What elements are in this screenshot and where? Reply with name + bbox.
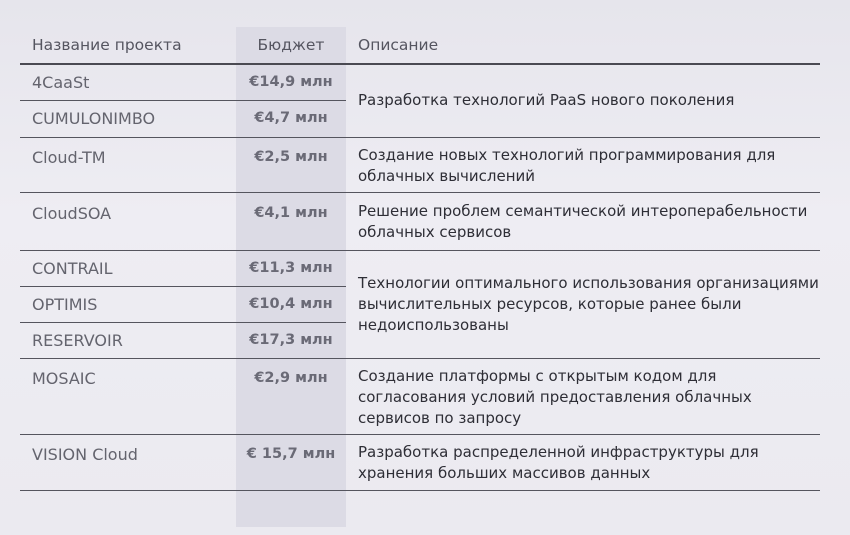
project-budget: €4,7 млн — [236, 100, 346, 137]
project-name: OPTIMIS — [20, 286, 236, 322]
project-budget: €2,5 млн — [236, 137, 346, 192]
table-row — [20, 64, 820, 100]
table-row — [20, 192, 820, 250]
table-row — [20, 358, 820, 434]
header-budget: Бюджет — [236, 27, 346, 64]
projects-table — [20, 27, 820, 491]
project-name: CUMULONIMBO — [20, 100, 236, 137]
project-description: Технологии оптимального использования организациями вычислительных ресурсов, которые ранее были недоиспользованы — [346, 250, 820, 358]
project-budget: € 15,7 млн — [236, 434, 346, 490]
project-budget: €14,9 млн — [236, 64, 346, 100]
project-description: Разработка распределенной инфраструктуры для хранения больших массивов данных — [346, 434, 820, 490]
project-name: VISION Cloud — [20, 434, 236, 490]
project-budget: €17,3 млн — [236, 322, 346, 358]
project-name: Cloud-TM — [20, 137, 236, 192]
table-row — [20, 137, 820, 192]
project-description: Решение проблем семантической интероперабельности облачных сервисов — [346, 192, 820, 250]
project-name: CloudSOA — [20, 192, 236, 250]
project-budget: €11,3 млн — [236, 250, 346, 286]
project-name: RESERVOIR — [20, 322, 236, 358]
header-description: Описание — [346, 27, 820, 64]
header-project-name: Название проекта — [20, 27, 236, 64]
table-row — [20, 250, 820, 286]
project-description: Разработка технологий PaaS нового поколения — [346, 64, 820, 137]
table-header-row — [20, 27, 820, 64]
project-budget: €10,4 млн — [236, 286, 346, 322]
project-budget: €2,9 млн — [236, 358, 346, 434]
project-name: MOSAIC — [20, 358, 236, 434]
project-description: Создание новых технологий программирования для облачных вычислений — [346, 137, 820, 192]
project-name: CONTRAIL — [20, 250, 236, 286]
project-budget: €4,1 млн — [236, 192, 346, 250]
table-row — [20, 434, 820, 490]
project-description: Создание платформы с открытым кодом для согласования условий предоставления облачных сервисов по запросу — [346, 358, 820, 434]
project-name: 4CaaSt — [20, 64, 236, 100]
